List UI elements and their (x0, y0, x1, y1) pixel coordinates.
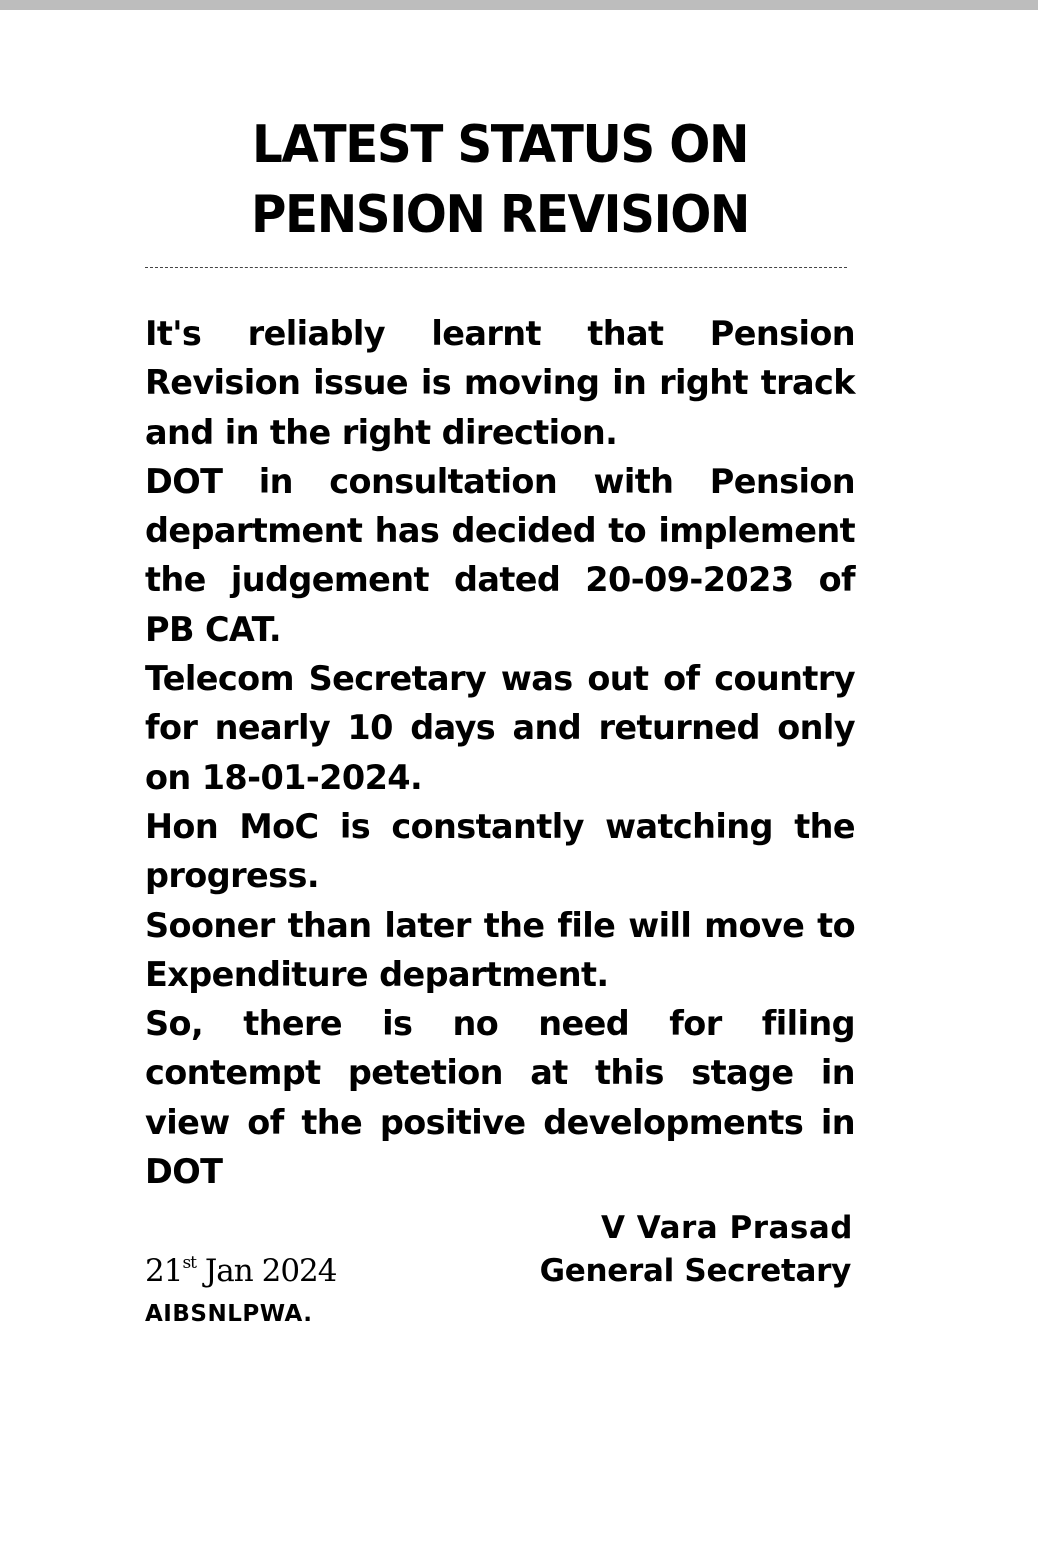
paragraph-dot-decision: DOT in consultation with Pension department has decided to implement the judgement dated 20-09-2023 of PB CAT. (145, 461, 855, 649)
date-suffix: st (182, 1253, 197, 1273)
top-edge-bar (0, 0, 1038, 10)
title-line-1: LATEST STATUS ON (251, 115, 749, 175)
date-day: 21 (145, 1253, 183, 1289)
document-title (35, 110, 965, 250)
paragraph-secretary: Telecom Secretary was out of country for nearly 10 days and returned only on 18-01-2024. (145, 659, 855, 797)
document-date (145, 1250, 337, 1292)
paragraph-status: It's reliably learnt that Pension Revision issue is moving in right track and in the right direction. (145, 314, 855, 452)
dashed-divider (145, 267, 847, 268)
paragraph-expenditure: Sooner than later the file will move to Expenditure department. (145, 905, 855, 994)
announcement-body (145, 309, 855, 1196)
signatory-name: V Vara Prasad (601, 1210, 853, 1246)
paragraph-contempt: So, there is no need for filing contempt petetion at this stage in view of the positive developments in DOT (145, 1004, 855, 1192)
title-line-2: PENSION REVISION (251, 185, 749, 245)
signatory-title: General Secretary (539, 1253, 851, 1289)
organization-name: AIBSNLPWA. (145, 1301, 313, 1327)
paragraph-moc: Hon MoC is constantly watching the progress. (145, 806, 855, 896)
date-month-year: Jan 2024 (196, 1253, 337, 1289)
